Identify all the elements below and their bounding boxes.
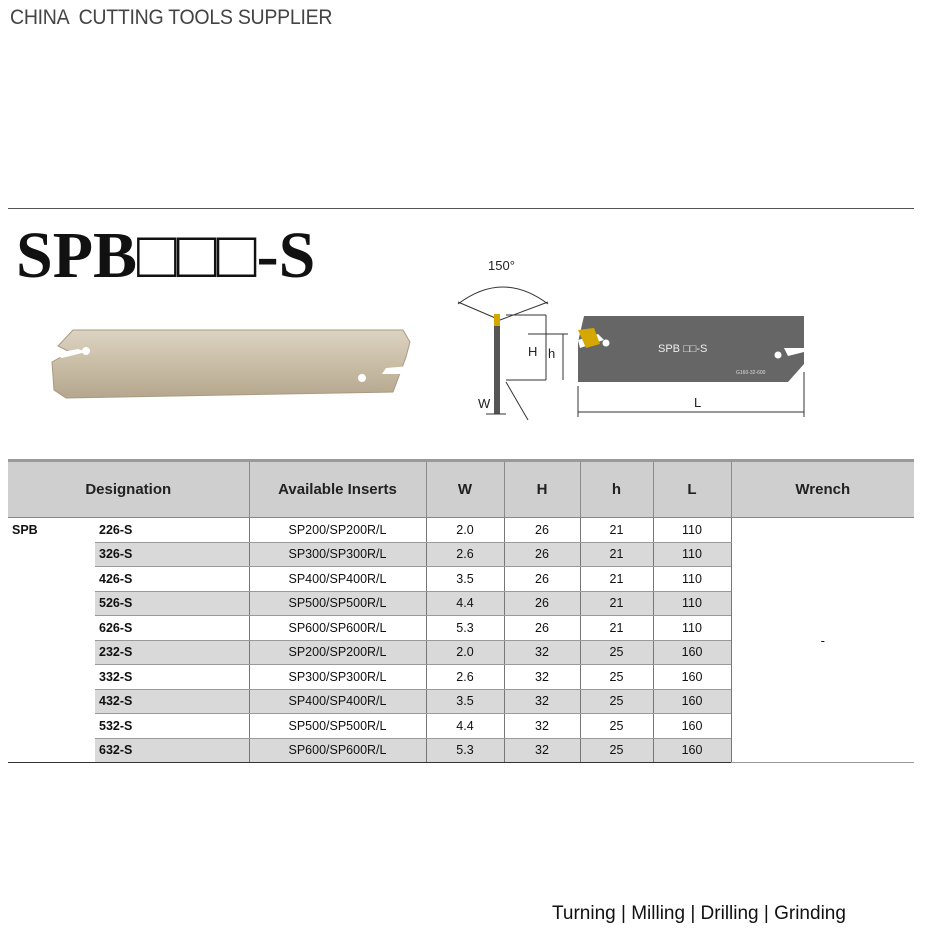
inserts-cell: SP300/SP300R/L	[249, 542, 426, 567]
designation-cell: 332-S	[95, 665, 249, 690]
specs-table	[8, 459, 914, 763]
h-upper-cell: 32	[504, 738, 580, 763]
w-cell: 2.6	[426, 665, 504, 690]
h-lower-cell: 21	[580, 518, 653, 543]
footer-tagline: Turning | Milling | Drilling | Grinding	[552, 903, 846, 924]
h-upper-cell: 32	[504, 714, 580, 739]
l-cell: 160	[653, 665, 731, 690]
w-cell: 3.5	[426, 567, 504, 592]
company-header: CHINA CUTTING TOOLS SUPPLIER	[10, 6, 333, 29]
l-cell: 160	[653, 738, 731, 763]
designation-cell: 632-S	[95, 738, 249, 763]
inserts-cell: SP200/SP200R/L	[249, 518, 426, 543]
h-lower-cell: 21	[580, 591, 653, 616]
inserts-cell: SP500/SP500R/L	[249, 591, 426, 616]
l-cell: 160	[653, 640, 731, 665]
h-upper-cell: 26	[504, 518, 580, 543]
h-lower-cell: 21	[580, 567, 653, 592]
blade-code: G160-32-600	[736, 370, 766, 376]
l-cell: 160	[653, 689, 731, 714]
w-cell: 2.0	[426, 518, 504, 543]
h-upper-cell: 26	[504, 616, 580, 641]
designation-cell: 226-S	[95, 518, 249, 543]
side-view-blade	[494, 318, 500, 414]
inserts-cell: SP500/SP500R/L	[249, 714, 426, 739]
l-cell: 110	[653, 616, 731, 641]
blade-marking: SPB □□-S	[658, 343, 708, 355]
designation-cell: 326-S	[95, 542, 249, 567]
table-header-row	[8, 461, 914, 518]
header-l: L	[653, 461, 731, 518]
header-divider	[8, 208, 914, 209]
family-cell: SPB	[8, 518, 95, 763]
inserts-cell: SP400/SP400R/L	[249, 567, 426, 592]
inserts-cell: SP400/SP400R/L	[249, 689, 426, 714]
width-label: W	[478, 396, 491, 411]
inserts-cell: SP600/SP600R/L	[249, 616, 426, 641]
l-cell: 110	[653, 542, 731, 567]
h-lower-cell: 21	[580, 542, 653, 567]
w-cell: 4.4	[426, 714, 504, 739]
designation-cell: 526-S	[95, 591, 249, 616]
h-upper-cell: 32	[504, 640, 580, 665]
l-cell: 160	[653, 714, 731, 739]
h-lower-cell: 25	[580, 689, 653, 714]
cut-height-label: h	[548, 346, 556, 361]
h-upper-cell: 32	[504, 665, 580, 690]
h-lower-cell: 25	[580, 714, 653, 739]
h-lower-cell: 25	[580, 640, 653, 665]
wrench-cell: -	[731, 518, 914, 763]
l-cell: 110	[653, 567, 731, 592]
l-cell: 110	[653, 518, 731, 543]
header-wrench: Wrench	[731, 461, 914, 518]
header-inserts: Available Inserts	[249, 461, 426, 518]
h-lower-cell: 25	[580, 738, 653, 763]
designation-cell: 626-S	[95, 616, 249, 641]
designation-cell: 532-S	[95, 714, 249, 739]
designation-cell: 232-S	[95, 640, 249, 665]
w-cell: 5.3	[426, 616, 504, 641]
h-lower-cell: 21	[580, 616, 653, 641]
header-w: W	[426, 461, 504, 518]
w-cell: 2.0	[426, 640, 504, 665]
length-label: L	[694, 395, 702, 410]
product-title: SPB□□□-S	[16, 219, 316, 292]
table-body	[8, 518, 914, 763]
l-cell: 110	[653, 591, 731, 616]
blade-photo	[48, 322, 413, 404]
inserts-cell: SP600/SP600R/L	[249, 738, 426, 763]
header-designation: Designation	[8, 461, 249, 518]
angle-label: 150°	[488, 258, 515, 273]
w-cell: 2.6	[426, 542, 504, 567]
inserts-cell: SP200/SP200R/L	[249, 640, 426, 665]
inserts-cell: SP300/SP300R/L	[249, 665, 426, 690]
h-upper-cell: 26	[504, 542, 580, 567]
header-h-lower: h	[580, 461, 653, 518]
header-h-upper: H	[504, 461, 580, 518]
w-cell: 5.3	[426, 738, 504, 763]
w-cell: 3.5	[426, 689, 504, 714]
h-upper-cell: 32	[504, 689, 580, 714]
h-lower-cell: 25	[580, 665, 653, 690]
designation-cell: 426-S	[95, 567, 249, 592]
h-upper-cell: 26	[504, 591, 580, 616]
table-row	[8, 518, 914, 543]
w-cell: 4.4	[426, 591, 504, 616]
designation-cell: 432-S	[95, 689, 249, 714]
height-label: H	[528, 344, 538, 359]
h-upper-cell: 26	[504, 567, 580, 592]
side-view-insert	[494, 314, 500, 326]
technical-drawing	[448, 252, 818, 427]
